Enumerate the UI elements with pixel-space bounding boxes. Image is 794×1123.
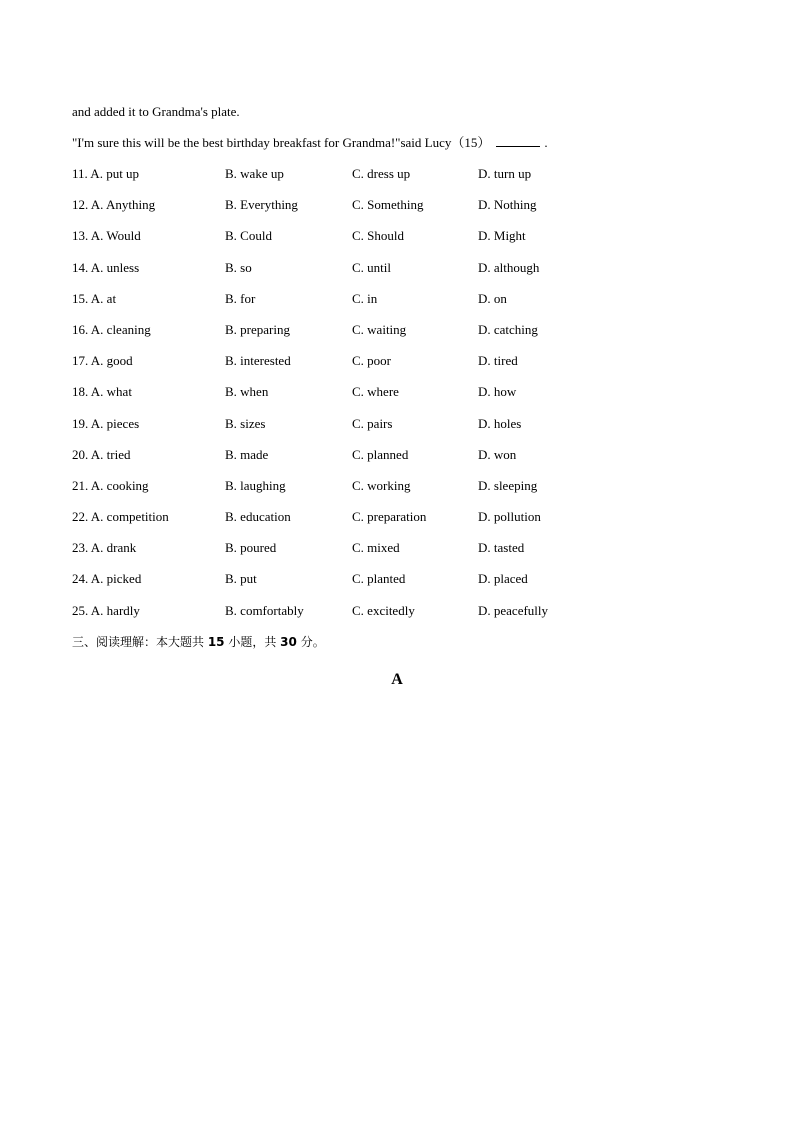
option-a: 24. A. picked xyxy=(72,571,142,587)
option-b: B. made xyxy=(225,446,269,462)
option-c: C. poor xyxy=(352,353,391,369)
option-a: 11. A. put up xyxy=(72,166,140,181)
section-heading xyxy=(72,634,325,650)
option-d: D. turn up xyxy=(478,166,532,181)
option-c: C. excitedly xyxy=(352,602,415,618)
question-row xyxy=(72,540,692,571)
option-a: 14. A. unless xyxy=(72,259,140,275)
option-c: C. Something xyxy=(352,197,424,213)
option-c: C. pairs xyxy=(352,415,393,431)
option-d: D. peacefully xyxy=(478,602,549,618)
question-row xyxy=(72,603,692,634)
question-row xyxy=(72,384,692,415)
option-c: C. mixed xyxy=(352,540,400,556)
option-b: B. preparing xyxy=(225,321,290,337)
option-a: 15. A. at xyxy=(72,290,117,306)
option-d: D. although xyxy=(478,259,540,275)
option-a: 16. A. cleaning xyxy=(72,321,151,337)
option-c: C. waiting xyxy=(352,321,407,337)
question-row xyxy=(72,291,692,322)
option-c: C. preparation xyxy=(352,509,427,525)
option-b: B. wake up xyxy=(225,166,284,181)
option-b: B. laughing xyxy=(225,477,286,493)
passage-text-end: . xyxy=(544,135,548,150)
option-b: B. poured xyxy=(225,540,277,556)
option-c: C. dress up xyxy=(352,166,411,181)
option-d: D. placed xyxy=(478,571,528,587)
option-c: C. Should xyxy=(352,228,405,244)
question-row xyxy=(72,260,692,291)
option-b: B. education xyxy=(225,509,291,525)
question-row xyxy=(72,322,692,353)
option-a: 12. A. Anything xyxy=(72,197,156,213)
option-b: B. sizes xyxy=(225,415,266,431)
option-b: B. interested xyxy=(225,353,291,369)
section-heading-prefix: 三、阅读理解：本大题共 xyxy=(72,635,208,649)
option-d: D. Might xyxy=(478,228,526,244)
option-d: D. catching xyxy=(478,321,538,337)
option-d: D. pollution xyxy=(478,509,541,525)
option-b: B. for xyxy=(225,290,256,306)
question-row xyxy=(72,197,692,228)
passage-line-with-blank xyxy=(72,135,548,151)
option-b: B. Everything xyxy=(225,197,298,213)
section-score: 30 xyxy=(280,635,297,649)
option-c: C. until xyxy=(352,259,392,275)
option-c: C. planted xyxy=(352,571,406,587)
option-a: 21. A. cooking xyxy=(72,477,149,493)
question-row xyxy=(72,447,692,478)
option-a: 19. A. pieces xyxy=(72,415,140,431)
question-row xyxy=(72,166,692,197)
option-b: B. when xyxy=(225,384,269,400)
option-d: D. how xyxy=(478,384,517,400)
question-row xyxy=(72,571,692,602)
option-d: D. Nothing xyxy=(478,197,537,213)
question-row xyxy=(72,416,692,447)
passage-line: and added it to Grandma's plate. xyxy=(72,104,240,119)
option-d: D. tired xyxy=(478,353,518,369)
option-a: 23. A. drank xyxy=(72,540,137,556)
question-list xyxy=(72,166,692,634)
option-c: C. where xyxy=(352,384,399,400)
option-b: B. comfortably xyxy=(225,602,304,618)
option-b: B. Could xyxy=(225,228,272,244)
option-d: D. holes xyxy=(478,415,522,431)
option-a: 13. A. Would xyxy=(72,228,141,244)
question-row xyxy=(72,509,692,540)
option-d: D. tasted xyxy=(478,540,525,556)
option-a: 20. A. tried xyxy=(72,446,131,462)
option-c: C. planned xyxy=(352,446,409,462)
option-b: B. so xyxy=(225,259,252,275)
passage-title: A xyxy=(391,671,403,688)
option-a: 22. A. competition xyxy=(72,509,169,525)
option-a: 25. A. hardly xyxy=(72,602,140,618)
answer-blank xyxy=(496,135,540,147)
question-row xyxy=(72,478,692,509)
option-a: 18. A. what xyxy=(72,384,132,400)
question-row xyxy=(72,353,692,384)
section-heading-middle: 小题，共 xyxy=(224,635,281,649)
option-c: C. in xyxy=(352,290,378,306)
option-d: D. on xyxy=(478,290,507,306)
option-d: D. won xyxy=(478,446,517,462)
question-row xyxy=(72,228,692,259)
option-a: 17. A. good xyxy=(72,353,133,369)
section-question-count: 15 xyxy=(207,635,225,649)
section-heading-suffix: 分。 xyxy=(296,635,325,649)
option-c: C. working xyxy=(352,477,411,493)
passage-text: "I'm sure this will be the best birthday breakfast for Grandma!"said Lucy（15） xyxy=(72,135,491,150)
option-d: D. sleeping xyxy=(478,477,538,493)
option-b: B. put xyxy=(225,571,257,587)
